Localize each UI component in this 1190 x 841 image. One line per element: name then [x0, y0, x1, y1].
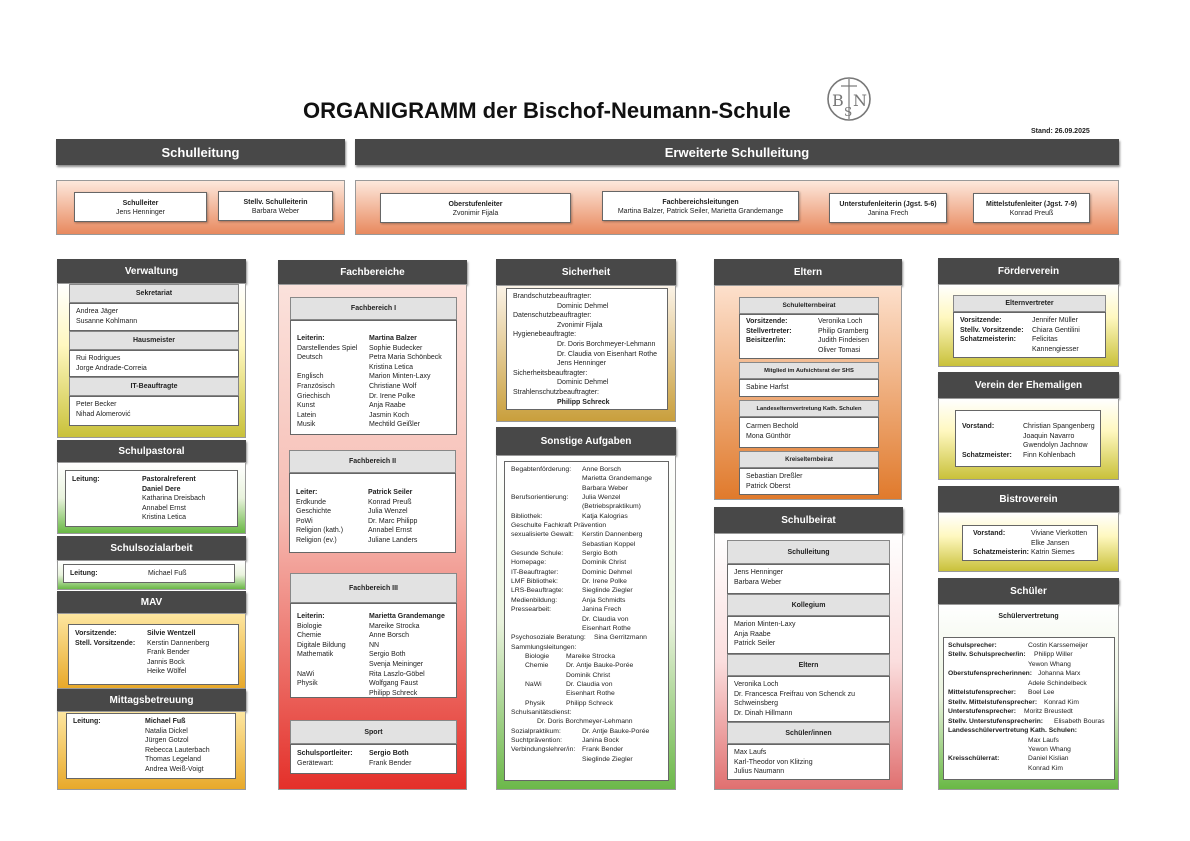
person-name: Sebastian Dreßler: [746, 473, 803, 480]
row-key: NaWi: [297, 670, 315, 678]
landeselternvertretung-box: [739, 417, 879, 448]
row-value: Michael Fuß: [145, 718, 186, 725]
row-key: Sozialpraktikum:: [511, 727, 561, 735]
stand-date: Stand: 26.09.2025: [1031, 128, 1090, 135]
row-key: Leiterin:: [297, 613, 325, 620]
row-key: Leiter:: [296, 489, 318, 496]
role-label: Schulleiter: [122, 200, 159, 207]
foerderverein-box: [953, 312, 1106, 358]
role-label: Stellv. Schulleiterin: [243, 199, 308, 206]
row-key: Schulsprecher:: [948, 642, 997, 649]
row-value: Jasmin Koch: [369, 411, 410, 419]
sicherheit-box: [506, 288, 668, 410]
row-value: Dominik Christ: [566, 671, 611, 679]
row-key: Beisitzer/in:: [746, 337, 786, 345]
hausmeister-header: Hausmeister: [69, 331, 239, 350]
row-key: Geschulte Fachkraft Prävention: [511, 522, 607, 530]
row-value: Kristina Letica: [142, 514, 186, 522]
row-value: Natalia Dickel: [145, 727, 188, 735]
row-key: Kunst: [297, 402, 315, 410]
row-value: Rebecca Lauterbach: [145, 746, 210, 754]
row-key: Englisch: [297, 373, 324, 381]
row-value: Sergio Both: [369, 750, 409, 757]
mav-header: MAV: [57, 591, 246, 613]
row-value: Barbara Weber: [582, 484, 628, 492]
row-key: Suchtprävention:: [511, 736, 563, 744]
schulbeirat-schueler-box: [727, 744, 890, 780]
row-key: Geschichte: [296, 508, 332, 516]
row-value: Jannis Bock: [147, 658, 185, 666]
elternvertreter-header: Elternvertreter: [953, 295, 1106, 312]
erweiterte-schulleitung-header: Erweiterte Schulleitung: [355, 139, 1119, 165]
row-value: Janina Frech: [582, 606, 622, 614]
row-key: Stellv. Unterstufensprecherin:: [948, 717, 1044, 725]
row-value: Gwendolyn Jachnow: [1023, 442, 1088, 450]
aufsichtsrat-header: Mitglied im Aufsichtsrat der SHS: [739, 362, 879, 379]
row-value: Dr. Irene Polke: [369, 392, 416, 400]
schulsozialarbeit-box: [63, 564, 235, 583]
person-name: Marion Minten-Laxy: [734, 621, 796, 628]
row-value: Pastoralreferent: [142, 476, 196, 483]
row-value: Kerstin Dannenberg: [147, 639, 210, 647]
row-key: Gerätewart:: [297, 759, 334, 767]
row-key: Deutsch: [297, 354, 323, 362]
row-key: LRS-Beauftragte:: [511, 587, 564, 595]
person-name: Barbara Weber: [251, 208, 300, 215]
row-key: Griechisch: [297, 392, 331, 400]
sonstige-aufgaben-box: [504, 461, 669, 781]
fachbereich-2-box: [289, 473, 456, 553]
row-key: Kreisschülerrat:: [948, 755, 1000, 763]
row-value: Sieglinde Ziegler: [582, 587, 633, 595]
row-key: Vorsitzende:: [746, 318, 788, 325]
mittelstufenleiter-box: [973, 193, 1090, 223]
school-logo: [824, 76, 874, 122]
person-name: Andrea Jäger: [76, 308, 119, 315]
schulsozialarbeit-header: Schulsozialarbeit: [57, 536, 246, 560]
row-key: Chemie: [525, 662, 549, 670]
row-value: Thomas Legeland: [145, 756, 202, 764]
schulbeirat-eltern-box: [727, 676, 890, 722]
row-value: Felicitas: [1032, 336, 1058, 344]
row-value: Sebastian Koppel: [582, 540, 636, 548]
bistroverein-header: Bistroverein: [938, 486, 1119, 512]
row-key: Stellv. Schulsprecher/in:: [948, 651, 1026, 659]
row-key: Mittelstufensprecher:: [948, 689, 1017, 697]
row-key: Sammlungsleitungen:: [511, 643, 577, 651]
row-value: Max Laufs: [1028, 736, 1059, 744]
sicherheit-header: Sicherheit: [496, 259, 676, 285]
row-value: Chiara Gentilini: [1032, 326, 1080, 334]
row-value: Yewon Whang: [1028, 745, 1071, 753]
row-value: Oliver Tomasi: [818, 346, 861, 354]
row-value: Philipp Schreck: [566, 699, 613, 707]
row-value: Judith Findeisen: [818, 337, 869, 345]
row-value: Petra Maria Schönbeck: [369, 354, 442, 362]
row-value: Julia Wenzel: [582, 494, 621, 502]
person-name: Martina Balzer, Patrick Seiler, Marietta Grandemange: [617, 208, 784, 215]
duty-label: Datenschutzbeauftragter:: [513, 312, 592, 320]
row-value: Annabel Ernst: [142, 504, 186, 512]
row-value: Patrick Seiler: [368, 489, 413, 496]
row-key: Landesschülervertretung Kath. Schulen:: [948, 727, 1077, 735]
row-value: (Betriebspraktikum): [582, 503, 641, 511]
hausmeister-box: [69, 350, 239, 377]
role-label: Mittelstufenleiter (Jgst. 7-9): [985, 201, 1077, 208]
row-key: NaWi: [525, 680, 542, 688]
row-value: Dominic Dehmel: [582, 568, 632, 576]
schulleitung-header: Schulleitung: [56, 139, 345, 165]
schulbeirat-schulleitung-header: Schulleitung: [727, 540, 890, 564]
schuelervertretung-label: Schülervertretung: [998, 613, 1059, 620]
row-key: LMF Bibliothek:: [511, 578, 558, 586]
row-key: Erdkunde: [296, 498, 326, 506]
row-value: Sieglinde Ziegler: [582, 755, 633, 763]
row-key: Musik: [297, 421, 316, 429]
row-value: Marion Minten-Laxy: [369, 373, 431, 381]
schulpastoral-box: [65, 470, 238, 527]
mittagsbetreuung-box: [66, 713, 236, 779]
fachbereich-2-header: Fachbereich II: [289, 450, 456, 473]
oberstufenleiter-box: [380, 193, 571, 223]
row-value: Moritz Breustedt: [1024, 708, 1073, 716]
svg-text:S: S: [844, 105, 853, 119]
person-name: Susanne Kohlmann: [76, 317, 138, 325]
person-name: Jens Henninger: [115, 209, 166, 216]
person-name: Konrad Preuß: [1009, 210, 1054, 217]
row-value: Anja Raabe: [369, 402, 406, 410]
unterstufenleiterin-box: [829, 193, 947, 223]
row-key: Physik: [297, 680, 318, 688]
row-value: Wolfgang Faust: [369, 680, 418, 688]
row-value: Heike Wölfel: [147, 668, 187, 676]
mav-box: [68, 624, 239, 685]
kreiselternbeirat-box: [739, 468, 879, 495]
schulbeirat-kollegium-box: [727, 616, 890, 654]
svg-text:N: N: [853, 91, 867, 110]
row-value: Julia Wenzel: [368, 508, 408, 516]
person-name: Max Laufs: [734, 749, 767, 756]
person-name: Peter Becker: [76, 401, 117, 408]
it-beauftragte-header: IT-Beauftragte: [69, 377, 239, 396]
row-value: Svenja Meininger: [369, 660, 424, 668]
person-name: Dr. Doris Borchmeyer-Lehmann: [557, 340, 656, 348]
row-value: Dr. Claudia von: [566, 680, 613, 688]
row-value: Katja Kalogrias: [582, 512, 628, 520]
row-key: Französisch: [297, 382, 335, 390]
row-value: Katrin Siemes: [1031, 549, 1075, 557]
row-value: Boel Lee: [1028, 689, 1055, 697]
row-key: Schatzmeisterin:: [973, 549, 1030, 557]
row-value: NN: [369, 641, 380, 649]
row-value: Sergio Both: [582, 550, 618, 558]
fachbereiche-header: Fachbereiche: [278, 260, 467, 284]
fachbereich-1-box: [290, 320, 457, 435]
row-value: Christiane Wolf: [369, 382, 417, 390]
person-name: Julius Naumann: [734, 768, 785, 776]
stellv-schulleiterin-box: [218, 191, 333, 221]
landeselternvertretung-header: Landeselternvertretung Kath. Schulen: [739, 400, 879, 417]
row-value: Anne Borsch: [369, 632, 410, 640]
sekretariat-header: Sekretariat: [69, 284, 239, 303]
duty-label: Sicherheitsbeauftragter:: [513, 369, 588, 377]
duty-label: Strahlenschutzbeauftragter:: [513, 388, 599, 396]
person-name: Jorge Andrade-Correia: [76, 364, 147, 372]
person-name: Dr. Claudia von Eisenhart Rothe: [557, 350, 657, 358]
row-key: Vorstand:: [973, 530, 1006, 537]
row-key: Biologie: [297, 622, 322, 630]
fachbereich-1-header: Fachbereich I: [290, 297, 457, 320]
sport-box: [290, 744, 457, 774]
aufsichtsrat-box: [739, 379, 879, 397]
row-key: Leitung:: [72, 476, 100, 483]
fachbereich-3-header: Fachbereich III: [290, 573, 457, 603]
schulpastoral-header: Schulpastoral: [57, 440, 246, 462]
person-name: Janina Frech: [867, 210, 909, 217]
row-value: Konrad Kim: [1028, 764, 1063, 772]
row-value: Dr. Doris Borchmeyer-Lehmann: [537, 718, 633, 726]
row-key: Vorsitzende:: [75, 630, 117, 637]
row-key: Stellv. Mittelstufensprecher:: [948, 698, 1038, 706]
role-label: Oberstufenleiter: [448, 201, 503, 208]
row-value: Juliane Landers: [368, 536, 418, 544]
row-value: Yewon Whang: [1028, 660, 1071, 668]
person-name: Schweinsberg: [734, 700, 778, 708]
row-key: Gesunde Schule:: [511, 550, 564, 558]
row-key: Latein: [297, 411, 317, 419]
row-key: Begabtenförderung:: [511, 466, 572, 473]
svg-text:B: B: [832, 91, 844, 110]
it-beauftragte-box: [69, 396, 239, 426]
row-key: Stell. Vorsitzende:: [75, 639, 136, 647]
row-value: Finn Kohlenbach: [1023, 451, 1076, 459]
row-value: Kristina Letica: [369, 363, 413, 371]
row-key: Leitung:: [73, 718, 101, 725]
row-key: Stellv. Vorsitzende:: [960, 326, 1024, 334]
row-value: Konrad Preuß: [368, 498, 412, 506]
person-name: Karl-Theodor von Klitzing: [734, 758, 813, 766]
person-name: Carmen Bechold: [746, 423, 799, 430]
row-key: PoWi: [296, 517, 313, 525]
person-name: Zvonimir Fijala: [452, 210, 499, 217]
row-value: Sina Gerritzmann: [594, 634, 647, 642]
row-key: Schulsanitätsdienst:: [511, 708, 572, 716]
row-value: Anne Borsch: [582, 466, 621, 473]
person-name: Dominic Dehmel: [557, 379, 609, 387]
sekretariat-box: [69, 303, 239, 331]
person-name: Mona Günthör: [746, 432, 791, 440]
person-name: Jens Henninger: [734, 569, 784, 576]
kreiselternbeirat-header: Kreiselternbeirat: [739, 451, 879, 468]
row-value: Christian Spangenberg: [1023, 423, 1095, 430]
person-name: Patrick Oberst: [746, 482, 791, 490]
sport-header: Sport: [290, 720, 457, 744]
row-value: Michael Fuß: [148, 570, 187, 577]
duty-label: Hygienebeauftragte:: [513, 331, 577, 339]
person-name: Sabine Harfst: [746, 384, 789, 391]
row-key: Religion (ev.): [296, 536, 337, 544]
row-value: Mechtild Geißler: [369, 421, 420, 429]
row-value: Jennifer Müller: [1032, 317, 1078, 324]
row-value: Dr. Claudia von: [582, 615, 629, 623]
schulbeirat-header: Schulbeirat: [714, 507, 903, 533]
role-label: Fachbereichsleitungen: [662, 199, 739, 206]
role-label: Unterstufenleiterin (Jgst. 5-6): [839, 201, 937, 208]
row-value: Anja Schmidts: [582, 596, 626, 604]
person-name: Patrick Seiler: [734, 640, 776, 648]
verwaltung-header: Verwaltung: [57, 259, 246, 283]
row-key: Vorsitzende:: [960, 317, 1002, 324]
row-key: Physik: [525, 699, 546, 707]
row-key: Leitung:: [70, 570, 98, 577]
row-value: Janina Bock: [582, 736, 620, 744]
row-key: Medienbildung:: [511, 596, 558, 604]
row-value: Kerstin Dannenberg: [582, 531, 643, 539]
schulbeirat-schueler-header: Schüler/innen: [727, 722, 890, 744]
row-value: Frank Bender: [369, 759, 412, 767]
person-name: Rui Rodrigues: [76, 355, 121, 362]
ehemalige-box: [955, 410, 1101, 467]
schulelternbeirat-header: Schulelternbeirat: [739, 297, 879, 314]
foerderverein-header: Förderverein: [938, 258, 1119, 284]
row-key: Digitale Bildung: [297, 641, 346, 649]
row-value: Philipp Schreck: [369, 689, 418, 697]
row-value: Dr. Antje Bauke-Porée: [582, 727, 650, 735]
row-value: Adele Schindelbeck: [1028, 679, 1087, 687]
person-name: Jens Henninger: [557, 360, 607, 368]
row-value: Dr. Marc Philipp: [368, 517, 418, 525]
row-key: Bibliothek:: [511, 512, 543, 520]
fachbereich-3-box: [290, 603, 457, 698]
row-value: Kannengiesser: [1032, 345, 1079, 353]
row-value: Joaquin Navarro: [1023, 432, 1075, 440]
row-value: Viviane Vierkotten: [1031, 530, 1088, 537]
row-value: Mareike Strocka: [566, 652, 616, 660]
row-value: Sergio Both: [369, 651, 406, 659]
eltern-header: Eltern: [714, 259, 902, 285]
row-key: Oberstufensprecherinnen:: [948, 670, 1032, 678]
row-value: Dr. Irene Polke: [582, 578, 627, 586]
row-value: Andrea Weiß-Voigt: [145, 765, 204, 773]
sonstige-aufgaben-header: Sonstige Aufgaben: [496, 427, 676, 455]
row-value: Martina Balzer: [369, 335, 417, 342]
row-key: Leiterin:: [297, 335, 325, 342]
row-value: Elke Jansen: [1031, 539, 1070, 547]
row-value: Johanna Marx: [1038, 670, 1081, 678]
schulleiter-box: [74, 192, 207, 222]
row-value: Daniel Kislian: [1028, 755, 1069, 763]
row-value: Dominik Christ: [582, 559, 627, 567]
schulelternbeirat-box: [739, 314, 879, 359]
row-value: Eisenhart Rothe: [582, 624, 631, 632]
row-value: Daniel Dere: [142, 485, 181, 493]
row-key: Schatzmeisterin:: [960, 336, 1017, 344]
row-key: Religion (kath.): [296, 527, 344, 535]
row-key: Schatzmeister:: [962, 451, 1012, 459]
schulbeirat-eltern-header: Eltern: [727, 654, 890, 676]
row-value: Sophie Budecker: [369, 344, 423, 352]
person-name: Nihad Alomerović: [76, 410, 131, 418]
person-name: Zvonimir Fijala: [557, 321, 603, 329]
row-value: Costin Karssemeijer: [1028, 642, 1088, 649]
row-key: Mathematik: [297, 651, 334, 659]
person-name: Dominic Dehmel: [557, 302, 609, 310]
row-value: Frank Bender: [147, 649, 190, 657]
row-value: Mareike Strocka: [369, 622, 420, 630]
row-value: Rita Laszlo-Göbel: [369, 670, 425, 678]
row-key: Verbindungslehrer/in:: [511, 746, 576, 754]
row-value: Marietta Grandemange: [369, 613, 445, 620]
person-name: Philipp Schreck: [557, 398, 610, 406]
row-key: Homepage:: [511, 559, 547, 567]
row-value: Marietta Grandemange: [582, 475, 652, 483]
row-value: Philipp Willer: [1034, 651, 1073, 659]
row-key: Berufsorientierung:: [511, 494, 569, 502]
schuelervertretung-box: [943, 637, 1115, 780]
mittagsbetreuung-header: Mittagsbetreuung: [57, 689, 246, 711]
row-value: Dr. Antje Bauke-Porée: [566, 662, 634, 670]
fachbereichsleitungen-box: [602, 191, 799, 221]
row-value: Elisabeth Bouras: [1054, 717, 1105, 725]
row-value: Eisenhart Rothe: [566, 690, 615, 698]
row-value: Annabel Ernst: [368, 527, 412, 535]
page-title: ORGANIGRAMM der Bischof-Neumann-Schule: [303, 98, 791, 123]
row-key: Schulsportleiter:: [297, 750, 353, 757]
person-name: Anja Raabe: [734, 630, 771, 638]
row-key: Psychosoziale Beratung:: [511, 634, 586, 642]
schulbeirat-kollegium-header: Kollegium: [727, 594, 890, 616]
row-value: Jürgen Gotzol: [145, 737, 189, 745]
row-value: Konrad Kim: [1044, 698, 1079, 706]
row-key: sexualisierte Gewalt:: [511, 531, 574, 539]
schueler-header: Schüler: [938, 578, 1119, 604]
row-key: IT-Beauftragter:: [511, 568, 559, 576]
person-name: Barbara Weber: [734, 578, 782, 586]
row-key: Pressearbeit:: [511, 606, 552, 614]
row-value: Katharina Dreisbach: [142, 495, 206, 503]
person-name: Dr. Francesca Freifrau von Schenck zu: [734, 690, 855, 698]
row-key: Unterstufensprecher:: [948, 708, 1017, 716]
ehemalige-header: Verein der Ehemaligen: [938, 372, 1119, 398]
row-key: Vorstand:: [962, 423, 995, 430]
person-name: Veronika Loch: [734, 681, 779, 688]
row-value: Veronika Loch: [818, 318, 863, 325]
person-name: Dr. Dinah Hillmann: [734, 709, 793, 717]
row-value: Philip Gramberg: [818, 327, 869, 335]
schulbeirat-schulleitung-box: [727, 564, 890, 594]
duty-label: Brandschutzbeauftragter:: [513, 293, 592, 300]
row-key: Stellvertreter:: [746, 327, 792, 335]
row-value: Frank Bender: [582, 746, 624, 754]
row-key: Chemie: [297, 632, 322, 640]
bistroverein-box: [962, 525, 1098, 561]
row-key: Darstellendes Spiel: [297, 344, 358, 352]
row-key: Biologie: [525, 652, 550, 660]
row-value: Silvie Wentzell: [147, 630, 196, 637]
